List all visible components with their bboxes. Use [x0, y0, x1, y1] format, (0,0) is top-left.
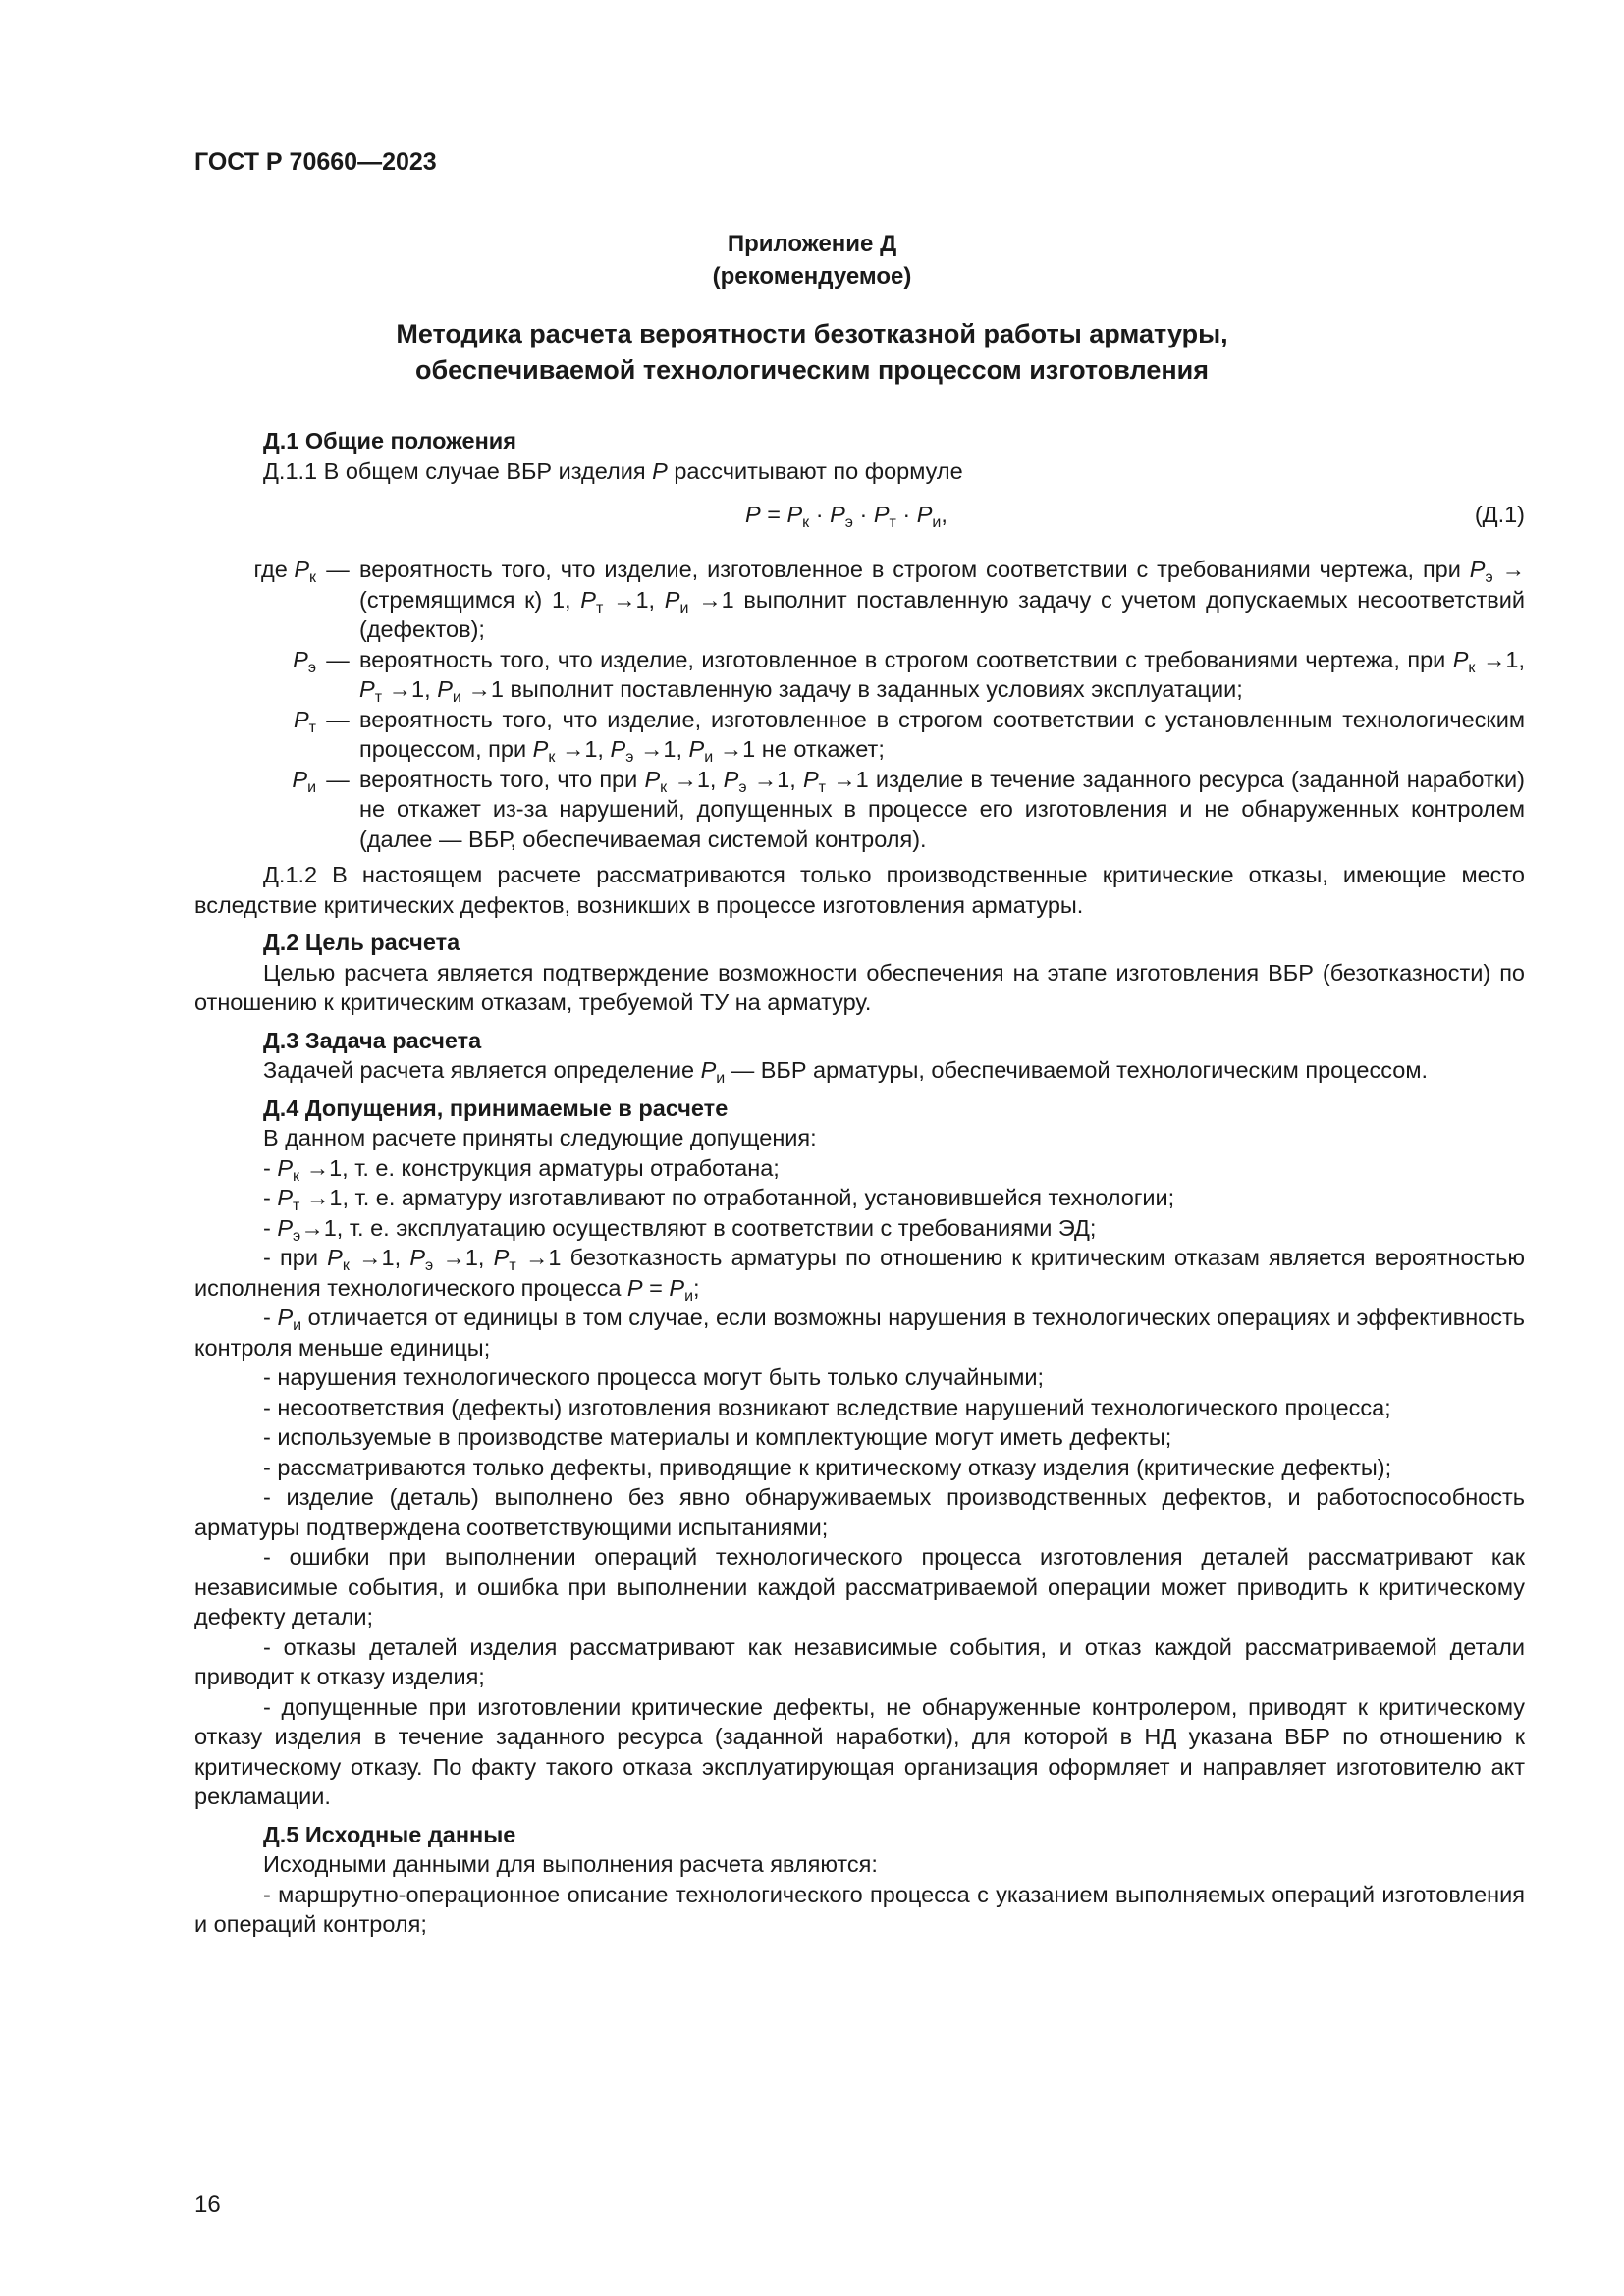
section-heading-d5: Д.5 Исходные данные [263, 1821, 516, 1847]
list-item: - допущенные при изготовлении критические дефекты, не обнаруженные контролером, приводят к критическому отказу изделия в течение заданного ресурса (заданной наработки), для которой в НД указана ВБР по отношению к критическому отказу. По факту такого отказа эксплуатирующая организация оформляет и направляет изготовителю акт рекламации. [194, 1693, 1525, 1809]
formula-expression: $P = P_к \cdot P_э \cdot P_т \cdot P_и$, [745, 502, 947, 531]
section-heading-d1: Д.1 Общие положения [263, 428, 516, 454]
method-title-line2: обеспечиваемой технологическим процессом изготовления [415, 355, 1209, 385]
definition-row: $P_т$ — вероятность того, что изделие, изготовленное в строгом соответствии с установленным технологическим процессом, при $P_к \to 1$, $P_э \to 1$, $P_и \to 1$ не откажет; [293, 706, 1525, 766]
definition-symbol: $P_т$ [293, 706, 316, 736]
definition-text: вероятность того, что изделие, изготовленное в строгом соответствии с установленным технологическим процессом, при $P_к \to 1$, $P_э \to 1$, $P_и \to 1$ не откажет; [359, 706, 1525, 766]
list-item: - используемые в производстве материалы и комплектующие могут иметь дефекты; [263, 1424, 1172, 1450]
definitions-list [194, 555, 1525, 854]
appendix-heading [0, 228, 1624, 293]
section-heading-d2: Д.2 Цель расчета [263, 930, 460, 955]
document-body [194, 426, 1525, 1940]
paragraph-d1-1: Д.1.1 В общем случае ВБР изделия P рассчитывают по формуле [263, 457, 963, 484]
paragraph-d2: Целью расчета является подтверждение возможности обеспечения на этапе изготовления ВБР (безотказности) по отношению к критическим отказам, требуемой ТУ на арматуру. [194, 959, 1525, 1015]
definition-text: вероятность того, что при $P_к \to 1$, $P_э \to 1$, $P_т \to 1$ изделие в течение заданного ресурса (заданной наработки) не откажет из-за нарушений, допущенных в процессе его изготовления и не обнаруженных контролем (далее — ВБР, обеспечиваемая системой контроля). [359, 766, 1525, 852]
definition-symbol: $P_и$ [292, 766, 316, 796]
list-item: - маршрутно-операционное описание технологического процесса с указанием выполняемых операций изготовления и операций контроля; [194, 1881, 1525, 1937]
definition-symbol: $P_э$ [293, 646, 316, 676]
list-item: - изделие (деталь) выполнено без явно обнаруживаемых производственных дефектов, и работоспособность арматуры подтверждена соответствующими испытаниями; [194, 1484, 1525, 1540]
list-item: - при $P_к \to 1$, $P_э \to 1$, $P_т \to 1$ безотказность арматуры по отношению к критическим отказам является вероятностью исполнения технологического процесса $P = P_и$; [194, 1245, 1525, 1305]
list-item: - рассматриваются только дефекты, приводящие к критическому отказу изделия (критические дефекты); [263, 1454, 1392, 1480]
formula-d1 [194, 494, 1525, 537]
definition-symbol: где $P_к$ [253, 557, 316, 586]
list-item: - $P_т \to 1$, т. е. арматуру изготавливают по отработанной, установившейся технологии; [263, 1185, 1175, 1214]
page-number: 16 [194, 2191, 221, 2217]
list-item: - несоответствия (дефекты) изготовления возникают вследствие нарушений технологического процесса; [263, 1394, 1391, 1420]
list-item: - $P_э\to 1$, т. е. эксплуатацию осуществляют в соответствии с требованиями ЭД; [263, 1214, 1097, 1245]
list-item: - нарушения технологического процесса могут быть только случайными; [263, 1364, 1045, 1390]
formula-number: (Д.1) [1474, 502, 1525, 527]
definition-row: где $P_к$ — вероятность того, что изделие, изготовленное в строгом соответствии с требованиями чертежа, при $P_э$ → (стремящимся к) 1, $P_т \to 1$, $P_и \to 1$ выполнит поставленную задачу с учетом допускаемых несоответствий (дефектов); [194, 555, 1525, 645]
paragraph-d3: Задачей расчета является определение $P_и$ — ВБР арматуры, обеспечиваемой технологическим процессом. [263, 1057, 1429, 1087]
standard-header: ГОСТ Р 70660—2023 [194, 148, 437, 176]
definition-text: вероятность того, что изделие, изготовленное в строгом соответствии с требованиями чертежа, при $P_к \to 1$, $P_т \to 1$, $P_и \to 1$ выполнит поставленную задачу в заданных условиях эксплуатации; [359, 646, 1525, 706]
list-item: - $P_к \to 1$, т. е. конструкция арматуры отработана; [263, 1154, 780, 1185]
list-item: - ошибки при выполнении операций технологического процесса изготовления деталей рассматривают как независимые события, и ошибка при выполнении каждой рассматриваемой операции может приводить к критическому дефекту детали; [194, 1544, 1525, 1629]
section-heading-d3: Д.3 Задача расчета [263, 1027, 482, 1053]
method-title-line1: Методика расчета вероятности безотказной работы арматуры, [396, 319, 1228, 348]
appendix-subtitle: (рекомендуемое) [712, 263, 912, 290]
section-heading-d4: Д.4 Допущения, принимаемые в расчете [263, 1095, 729, 1121]
appendix-title: Приложение Д [727, 231, 897, 257]
paragraph-d1-2: Д.1.2 В настоящем расчете рассматриваются только производственные критические отказы, имеющие место вследствие критических дефектов, возникших в процессе изготовления арматуры. [194, 862, 1525, 918]
definition-text: вероятность того, что изделие, изготовленное в строгом соответствии с требованиями чертежа, при $P_э$ → (стремящимся к) 1, $P_т \to 1$, $P_и \to 1$ выполнит поставленную задачу с учетом допускаемых несоответствий (дефектов); [359, 557, 1525, 642]
list-item: - отказы деталей изделия рассматривают как независимые события, и отказ каждой рассматриваемой детали приводит к отказу изделия; [194, 1633, 1525, 1689]
method-title [0, 316, 1624, 389]
definition-row: $P_э$ — вероятность того, что изделие, изготовленное в строгом соответствии с требованиями чертежа, при $P_к \to 1$, $P_т \to 1$, $P_и \to 1$ выполнит поставленную задачу в заданных условиях эксплуатации; [293, 646, 1525, 706]
paragraph-d4-intro: В данном расчете приняты следующие допущения: [263, 1125, 817, 1150]
paragraph-d5-intro: Исходными данными для выполнения расчета являются: [263, 1851, 878, 1877]
list-item: - $P_и$ отличается от единицы в том случае, если возможны нарушения в технологических операциях и эффективность контроля меньше единицы; [194, 1305, 1525, 1361]
definition-row: $P_и$ — вероятность того, что при $P_к \to 1$, $P_э \to 1$, $P_т \to 1$ изделие в течение заданного ресурса (заданной наработки) не откажет из-за нарушений, допущенных в процессе его изготовления и не обнаруженных контролем (далее — ВБР, обеспечиваемая системой контроля). [194, 765, 1525, 855]
